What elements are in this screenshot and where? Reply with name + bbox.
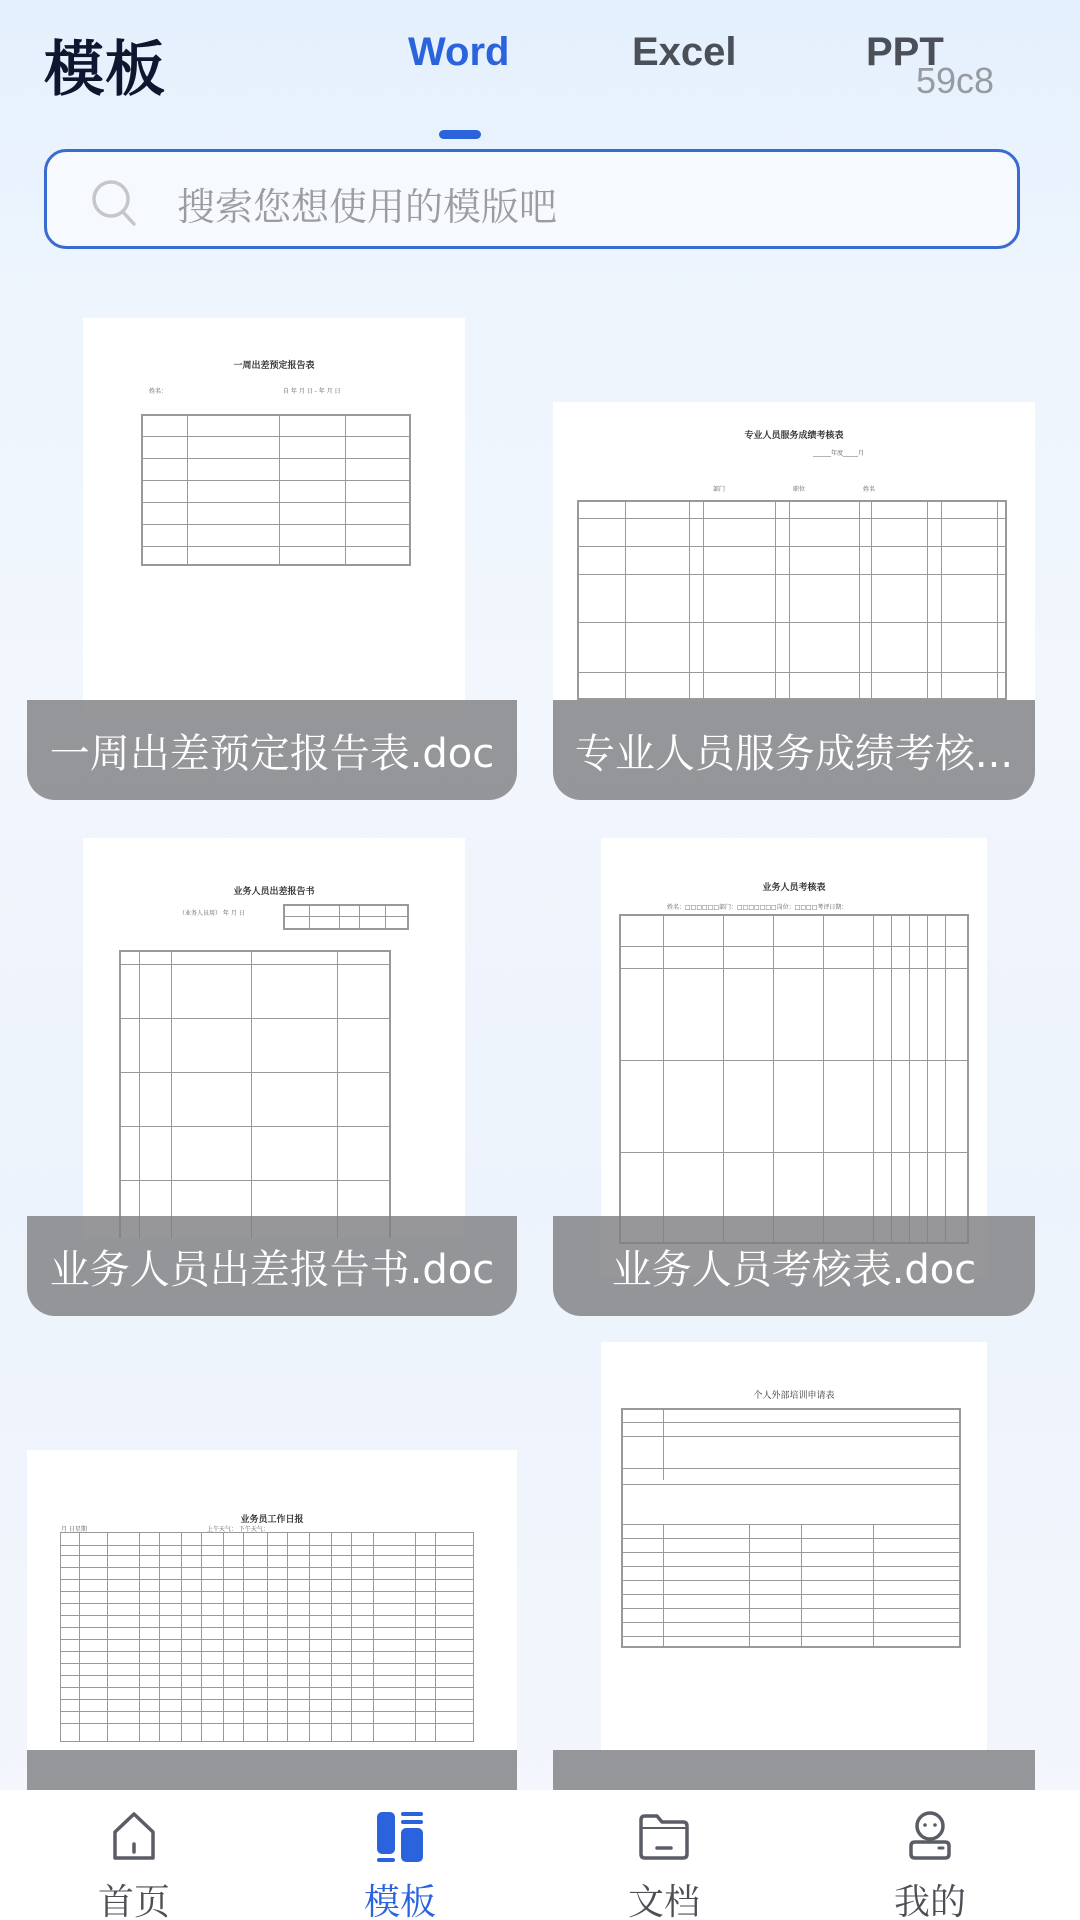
template-name-label xyxy=(27,1750,517,1790)
nav-item-home[interactable] xyxy=(34,1790,234,1920)
tab-ppt[interactable]: PPT xyxy=(866,30,944,74)
preview-title: 一周出差预定报告表 xyxy=(233,361,315,371)
document-preview xyxy=(601,838,987,1278)
watermark-text: 59c8 xyxy=(916,60,995,101)
preview-title: 业务员工作日报 xyxy=(240,1515,304,1525)
template-card[interactable] xyxy=(553,838,1035,1316)
search-input[interactable] xyxy=(44,149,1020,249)
preview-title: 业务人员出差报告书 xyxy=(233,887,315,897)
file-type-tabs xyxy=(0,30,1080,120)
bottom-nav xyxy=(0,1790,1080,1920)
nav-label: 模板 xyxy=(363,1882,436,1920)
preview-field: 部门 xyxy=(713,486,726,493)
preview-table xyxy=(119,950,391,1238)
template-card[interactable] xyxy=(27,318,517,800)
preview-meta: （业务人员用） 年 月 日 xyxy=(179,910,245,917)
preview-table xyxy=(141,414,411,566)
tab-excel[interactable]: Excel xyxy=(632,30,737,74)
preview-table xyxy=(60,1532,474,1742)
template-name-label: 业务人员考核表.doc xyxy=(553,1216,1035,1316)
preview-field: 职位 xyxy=(793,486,806,493)
template-name-label xyxy=(553,1750,1035,1790)
document-preview xyxy=(83,318,465,718)
template-name-label: 业务人员出差报告书.doc xyxy=(27,1216,517,1316)
tab-word[interactable]: Word xyxy=(408,30,510,74)
preview-meta: 姓名： xyxy=(149,388,168,395)
active-tab-indicator xyxy=(439,130,481,139)
nav-item-templates[interactable] xyxy=(300,1790,500,1920)
approval-table xyxy=(283,904,409,930)
page-title: 模板 xyxy=(44,35,166,105)
preview-meta: 自 年 月 日 - 年 月 日 xyxy=(283,388,341,395)
preview-meta: 姓名：□□□□□□部门：□□□□□□□岗位：□□□□考评日期： xyxy=(667,904,848,911)
nav-item-documents[interactable] xyxy=(564,1790,764,1920)
preview-meta: 上午天气： 下午天气： xyxy=(207,1526,269,1533)
home-icon xyxy=(105,1808,163,1866)
template-card[interactable] xyxy=(553,402,1035,800)
search-icon xyxy=(87,175,143,231)
template-card[interactable] xyxy=(553,1342,1035,1790)
template-card[interactable] xyxy=(27,1450,517,1790)
preview-meta: 月 日星期 xyxy=(61,1526,87,1533)
template-name-label: 一周出差预定报告表.doc xyxy=(27,700,517,800)
nav-item-profile[interactable] xyxy=(830,1790,1030,1920)
nav-label: 我的 xyxy=(893,1882,966,1920)
template-name-label: 专业人员服务成绩考核... xyxy=(553,700,1035,800)
search-placeholder: 搜索您想使用的模版吧 xyxy=(177,185,558,229)
preview-table xyxy=(577,500,1007,700)
preview-title: 专业人员服务成绩考核表 xyxy=(744,431,844,441)
template-card[interactable] xyxy=(27,838,517,1316)
nav-label: 首页 xyxy=(97,1882,170,1920)
header xyxy=(0,0,1080,260)
document-preview xyxy=(83,838,465,1238)
folder-icon xyxy=(635,1808,693,1866)
document-preview xyxy=(553,402,1035,702)
preview-field: 姓名 xyxy=(863,486,876,493)
document-preview xyxy=(27,1450,517,1750)
document-preview xyxy=(601,1342,987,1752)
nav-label: 文档 xyxy=(627,1882,700,1920)
template-icon xyxy=(371,1808,429,1866)
preview-title: 个人外部培训申请表 xyxy=(753,1391,835,1401)
preview-title: 业务人员考核表 xyxy=(762,883,826,893)
preview-table xyxy=(621,1408,961,1648)
preview-table xyxy=(619,914,969,1244)
profile-icon xyxy=(901,1808,959,1866)
preview-meta: ______年度_____月 xyxy=(813,450,865,457)
